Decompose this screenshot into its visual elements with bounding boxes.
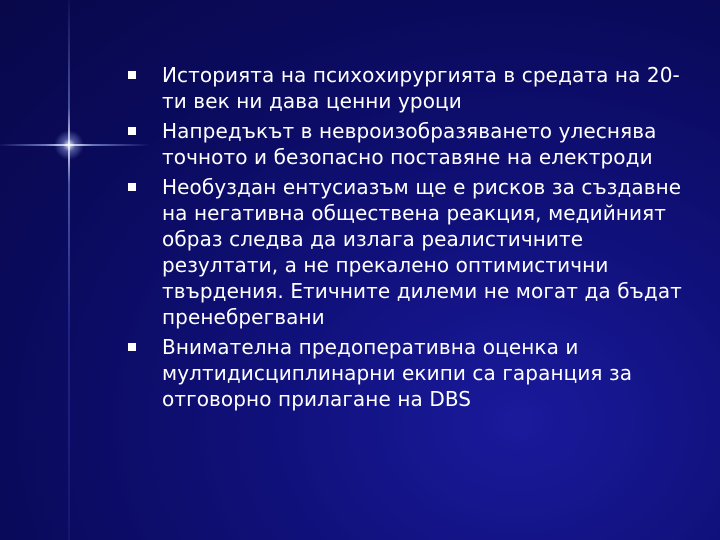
bullet-text: Внимателна предоперативна оценка и мултидисциплинарни екипи са гаранция за отговорно прилагане на DBS [162,335,633,411]
light-flare-icon [54,130,84,160]
square-bullet-icon [128,183,136,191]
bullet-list [128,62,698,416]
bullet-text: Напредъкът в невроизобразяването улеснява точното и безопасно поставяне на електроди [162,119,657,169]
bullet-item [128,334,698,412]
square-bullet-icon [128,71,136,79]
bullet-text: Историята на психохирургията в средата на 20-ти век ни дава ценни уроци [162,63,680,113]
bullet-item [128,174,698,330]
square-bullet-icon [128,343,136,351]
square-bullet-icon [128,127,136,135]
bullet-item [128,62,698,114]
decorative-vertical-line [68,0,70,540]
bullet-text: Необуздан ентусиазъм ще е рисков за създавне на негативна обществена реакция, медийният образ следва да излага реалистичните резултати, а не прекалено оптимистични твърдения. Етичните дилеми не могат да бъдат пренебрегвани [162,175,682,329]
bullet-item [128,118,698,170]
